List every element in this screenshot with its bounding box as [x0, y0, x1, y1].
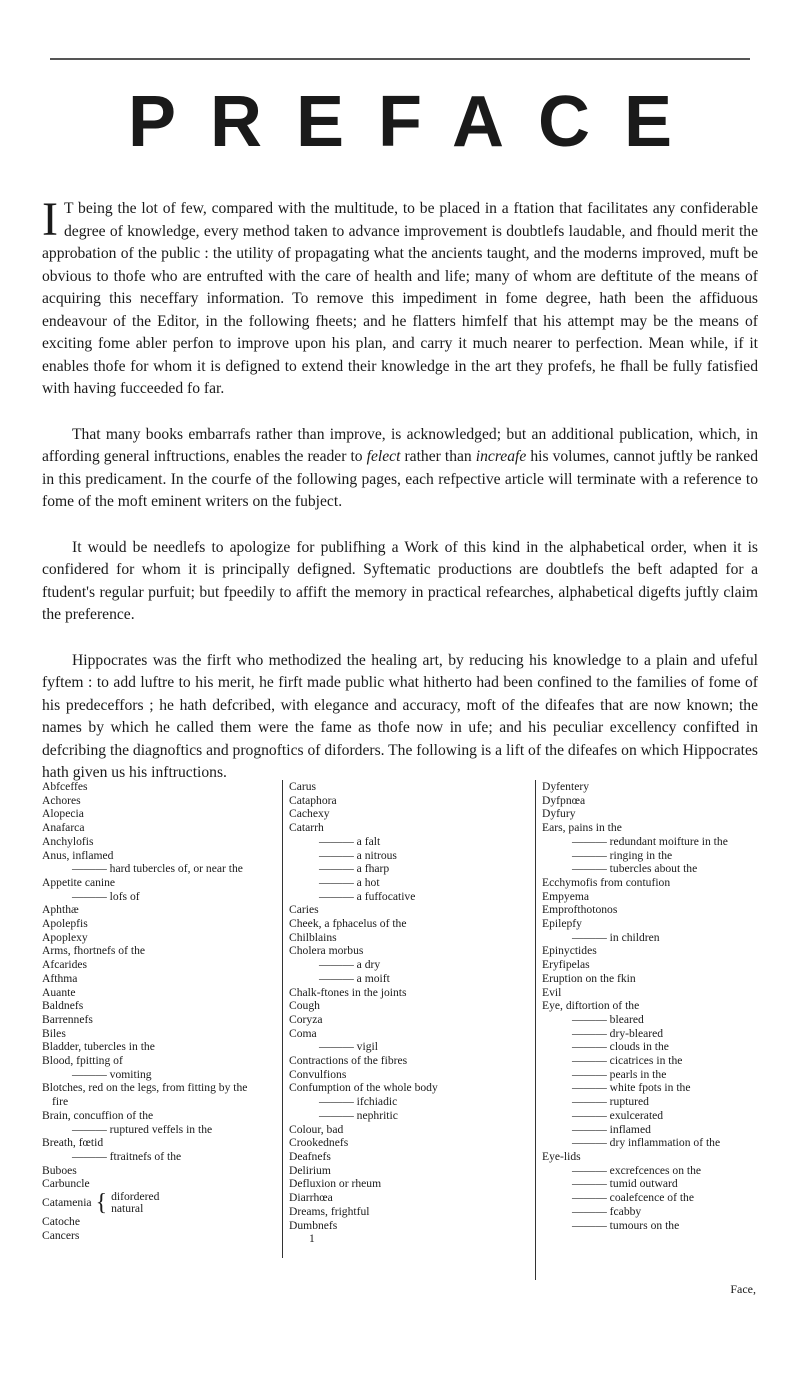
list-item: Dumbnefs — [289, 1218, 338, 1232]
list-item: ——— ftraitnefs of the — [72, 1149, 182, 1163]
list-item: Cachexy — [289, 807, 330, 821]
list-item: Crookednefs — [289, 1136, 349, 1150]
catchword: Face, — [730, 1282, 756, 1296]
list-item: Eye, diftortion of the — [542, 999, 640, 1013]
paragraph-2-text-c: his volumes, cannot juftly be ranked in this predicament. In the courfe of the following pages, each refpective article will terminate with a reference to fome of the moft eminent writers on the fubject. — [42, 448, 759, 510]
catamenia-item: difordered — [111, 1190, 160, 1204]
list-item: Breath, fœtid — [42, 1136, 104, 1150]
list-item: Carus — [289, 780, 317, 793]
paragraph-3: It would be needlefs to apologize for publifhing a Work of this kind in the alphabetical order, when it is confidered for whom it is principally defigned. Syftematic productions are doubtlefs the beft adapted for a ftudent's regular purfuit; but fpeedily to affift the memory in practical refearches, alphabetical digefts juftly claim the preference. — [42, 538, 758, 623]
list-item: ——— a dry — [319, 958, 381, 972]
list-item: ——— hard tubercles of, or near the — [72, 862, 243, 876]
list-item: Cancers — [42, 1228, 80, 1242]
list-item: Cataphora — [289, 793, 337, 807]
list-item: Epilepfy — [542, 917, 582, 931]
list-item: ——— redundant moifture in the — [572, 834, 728, 848]
top-rule — [50, 58, 750, 60]
list-item: Defluxion or rheum — [289, 1177, 382, 1191]
catamenia-subitems — [111, 1191, 159, 1215]
paragraph-2-text-b: rather than — [400, 448, 476, 465]
list-item: ——— inflamed — [572, 1122, 651, 1136]
list-item: ——— ruptured veffels in the — [72, 1122, 213, 1136]
preface-body — [42, 193, 759, 808]
list-item: Catoche — [42, 1215, 80, 1229]
list-item: ——— coalefcence of the — [572, 1191, 694, 1205]
list-item: Eryfipelas — [542, 958, 590, 972]
list-item: ——— ifchiadic — [319, 1095, 398, 1109]
list-item: Ears, pains in the — [542, 821, 622, 835]
list-item: ——— bleared — [572, 1012, 644, 1026]
catamenia-entry — [42, 1191, 159, 1215]
list-item: Aphthæ — [42, 903, 79, 917]
list-item: Apolepfis — [42, 917, 88, 931]
paragraph-1-text: T being the lot of few, compared with the multitude, to be placed in a ftation that facilitates any confiderable degree of knowledge, every method taken to advance improvement is doubtlefs laudable, and fhould merit the approbation of the public : the utility of propagating what the ancients taught, and the moderns improved, muft be obvious to thofe who are entrufted with the care of health and life; many of whom are deftitute of the means of acquiring this neceffary information. To remove this impediment in fome degree, hath been the affiduous endeavour of the Editor, in the following fheets; and he flatters himfelf that his attempt may be the means of exciting fome abler perfon to improve upon his plan, and carry it much nearer to perfection. Mean while, if it enables thofe for whom it is defigned to extend their knowledge in the art they profefs, he fhall be fully fatisfied with having fucceeded fo far. — [42, 200, 758, 397]
list-item: ——— ringing in the — [572, 848, 673, 862]
column-2-items — [289, 780, 509, 1232]
list-item: ——— white fpots in the — [572, 1081, 691, 1095]
list-item: Catarrh — [289, 821, 324, 835]
list-item: Arms, fhortnefs of the — [42, 944, 146, 958]
list-item: Afcarides — [42, 958, 88, 972]
list-item: Deafnefs — [289, 1149, 331, 1163]
list-item: ——— a moift — [319, 971, 390, 985]
list-item: ——— in children — [572, 930, 660, 944]
list-item: Anus, inflamed — [42, 848, 114, 862]
list-item: ——— fcabby — [572, 1204, 642, 1218]
list-item: Eruption on the fkin — [542, 971, 636, 985]
list-item: Contractions of the fibres — [289, 1054, 408, 1068]
list-item: ——— dry-bleared — [572, 1026, 664, 1040]
list-item: Chalk-ftones in the joints — [289, 985, 407, 999]
list-item: Chilblains — [289, 930, 337, 944]
list-item: Confumption of the whole body — [289, 1081, 438, 1095]
paragraph-2-text-a: That many books embarrafs rather than improve, is acknowledged; but an additional publication, which, in affording general inftructions, enables the reader to — [42, 425, 758, 465]
list-item: ——— a nitrous — [319, 848, 397, 862]
list-item: Afthma — [42, 971, 78, 985]
list-item: Auante — [42, 985, 76, 999]
disease-list — [42, 780, 758, 1300]
list-item: Cholera morbus — [289, 944, 364, 958]
list-item: Empyema — [542, 889, 590, 903]
list-item: Epinyctides — [542, 944, 597, 958]
list-item: ——— exulcerated — [572, 1108, 664, 1122]
italic-increase: increafe — [475, 448, 527, 465]
list-item: Bladder, tubercles in the — [42, 1040, 155, 1054]
column-3-items — [542, 780, 765, 1232]
list-item: Baldnefs — [42, 999, 84, 1013]
list-item: Emprofthotonos — [542, 903, 618, 917]
column-1-items — [42, 780, 257, 1191]
list-item: ——— dry inflammation of the — [572, 1136, 721, 1150]
drop-cap: I — [42, 193, 58, 246]
list-item: Carbuncle — [42, 1177, 90, 1191]
list-item: Barrennefs — [42, 1012, 93, 1026]
list-item: Dyfury — [542, 807, 576, 821]
catamenia-label: Catamenia — [42, 1196, 92, 1210]
list-item: ——— vomiting — [72, 1067, 152, 1081]
page-title: PREFACE — [127, 82, 707, 162]
disease-column-1 — [42, 780, 257, 1300]
list-item: Cheek, a fphacelus of the — [289, 917, 407, 931]
list-item: Caries — [289, 903, 319, 917]
list-item: Colour, bad — [289, 1122, 344, 1136]
list-item: ——— tumours on the — [572, 1218, 680, 1232]
list-item: ——— a hot — [319, 875, 380, 889]
catamenia-item: natural — [111, 1202, 144, 1216]
list-item: Cough — [289, 999, 320, 1013]
list-item: Anafarca — [42, 821, 85, 835]
list-item: Biles — [42, 1026, 66, 1040]
list-item: ——— vigil — [319, 1040, 378, 1054]
list-item: ——— clouds in the — [572, 1040, 669, 1054]
signature-mark: 1 — [309, 1232, 315, 1246]
list-item: ——— a fuffocative — [319, 889, 416, 903]
list-item: Achores — [42, 793, 81, 807]
list-item: Blotches, red on the legs, from fitting by the fire — [42, 1081, 248, 1109]
list-item: ——— lofs of — [72, 889, 140, 903]
list-item: Convulfions — [289, 1067, 347, 1081]
list-item: Appetite canine — [42, 875, 116, 889]
italic-select: felect — [366, 448, 401, 465]
list-item: Apoplexy — [42, 930, 88, 944]
list-item: ——— excrefcences on the — [572, 1163, 702, 1177]
list-item: ——— nephritic — [319, 1108, 398, 1122]
disease-column-2 — [282, 780, 509, 1258]
brace-icon: { — [95, 1190, 108, 1217]
list-item: Brain, concuffion of the — [42, 1108, 154, 1122]
list-item: Alopecia — [42, 807, 84, 821]
list-item: ——— tumid outward — [572, 1177, 678, 1191]
list-item: Abfceffes — [42, 780, 88, 793]
list-item: Dyfpnœa — [542, 793, 586, 807]
column-1-tail — [42, 1215, 257, 1242]
list-item: Coryza — [289, 1012, 323, 1026]
list-item: Anchylofis — [42, 834, 94, 848]
disease-column-3 — [535, 780, 765, 1280]
list-item: ——— a falt — [319, 834, 381, 848]
list-item: Coma — [289, 1026, 317, 1040]
list-item: ——— pearls in the — [572, 1067, 667, 1081]
list-item: ——— cicatrices in the — [572, 1054, 683, 1068]
paragraph-4: Hippocrates was the firft who methodized the healing art, by reducing his knowledge to a plain and ufeful fyftem : to add luftre to his merit, he firft made public what hitherto had been confined to the families of fome of his predeceffors ; he hath defcribed, with elegance and accuracy, moft of the difeafes that are now known; the names by which he called them were the fame as thofe now in ufe; and his peculiar excellency confifted in defcribing the diagnoftics and prognoftics of diforders. The following is a lift of the difeafes on which Hippocrates hath given us his inftructions. — [42, 651, 758, 781]
list-item: ——— a fharp — [319, 862, 390, 876]
list-item: Buboes — [42, 1163, 77, 1177]
paragraph-1 — [42, 193, 758, 401]
list-item: Dyfentery — [542, 780, 589, 793]
list-item: Diarrhœa — [289, 1191, 333, 1205]
list-item: Evil — [542, 985, 562, 999]
list-item: ——— tubercles about the — [572, 862, 698, 876]
list-item: Delirium — [289, 1163, 331, 1177]
list-item: Dreams, frightful — [289, 1204, 370, 1218]
list-item: Eye-lids — [542, 1149, 581, 1163]
list-item: Blood, fpitting of — [42, 1054, 123, 1068]
list-item: ——— ruptured — [572, 1095, 649, 1109]
list-item: Ecchymofis from contufion — [542, 875, 671, 889]
paragraph-2 — [42, 424, 758, 514]
